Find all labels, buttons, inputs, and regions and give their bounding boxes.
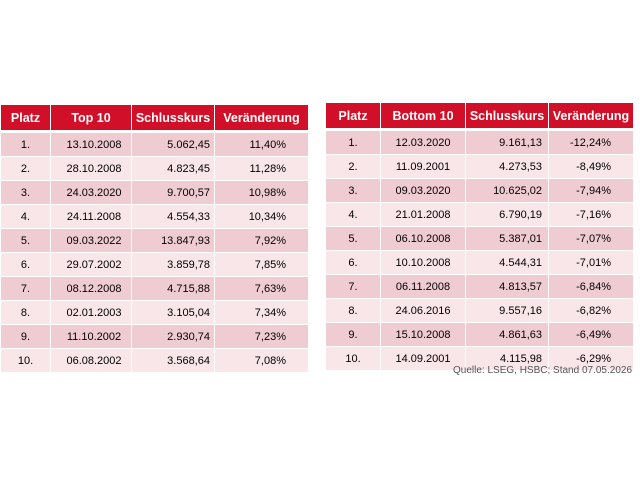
change-cell: -12,24% (549, 131, 633, 155)
date-cell: 08.12.2008 (51, 277, 132, 301)
table-row (1, 205, 308, 229)
top-table-body (1, 133, 308, 373)
rank-cell: 9. (326, 323, 381, 347)
change-cell: 7,92% (215, 229, 308, 253)
closing-price-cell: 2.930,74 (132, 325, 215, 349)
change-cell: -7,01% (549, 251, 633, 275)
closing-price-cell: 5.387,01 (466, 227, 549, 251)
column-header-veraenderung: Veränderung (549, 103, 633, 131)
date-cell: 11.10.2002 (51, 325, 132, 349)
closing-price-cell: 4.861,63 (466, 323, 549, 347)
table-row (1, 133, 308, 157)
date-cell: 14.09.2001 (381, 347, 466, 371)
column-header-platz: Platz (326, 103, 381, 131)
date-cell: 13.10.2008 (51, 133, 132, 157)
change-cell: 7,34% (215, 301, 308, 325)
date-cell: 28.10.2008 (51, 157, 132, 181)
closing-price-cell: 5.062,45 (132, 133, 215, 157)
date-cell: 24.06.2016 (381, 299, 466, 323)
date-cell: 06.08.2002 (51, 349, 132, 373)
table-row (1, 181, 308, 205)
rank-cell: 8. (1, 301, 51, 325)
table-row (326, 323, 633, 347)
rank-cell: 6. (1, 253, 51, 277)
closing-price-cell: 9.161,13 (466, 131, 549, 155)
column-header-veraenderung: Veränderung (215, 105, 308, 133)
rank-cell: 8. (326, 299, 381, 323)
rank-cell: 3. (1, 181, 51, 205)
top-10-table (1, 105, 308, 373)
column-header-top-10: Top 10 (51, 105, 132, 133)
table-row (1, 301, 308, 325)
change-cell: 11,28% (215, 157, 308, 181)
change-cell: -7,16% (549, 203, 633, 227)
bottom-table-body (326, 131, 633, 371)
table-row (326, 179, 633, 203)
closing-price-cell: 4.115,98 (466, 347, 549, 371)
closing-price-cell: 4.823,45 (132, 157, 215, 181)
date-cell: 09.03.2020 (381, 179, 466, 203)
closing-price-cell: 3.105,04 (132, 301, 215, 325)
date-cell: 09.03.2022 (51, 229, 132, 253)
change-cell: -7,94% (549, 179, 633, 203)
table-row (326, 227, 633, 251)
rank-cell: 2. (326, 155, 381, 179)
closing-price-cell: 4.813,57 (466, 275, 549, 299)
date-cell: 02.01.2003 (51, 301, 132, 325)
closing-price-cell: 4.554,33 (132, 205, 215, 229)
change-cell: -8,49% (549, 155, 633, 179)
closing-price-cell: 10.625,02 (466, 179, 549, 203)
bottom-10-table (326, 103, 633, 371)
closing-price-cell: 9.700,57 (132, 181, 215, 205)
date-cell: 12.03.2020 (381, 131, 466, 155)
table-row (326, 155, 633, 179)
change-cell: -6,49% (549, 323, 633, 347)
change-cell: 7,08% (215, 349, 308, 373)
column-header-schlusskurs: Schlusskurs (466, 103, 549, 131)
column-header-bottom-10: Bottom 10 (381, 103, 466, 131)
table-row (1, 253, 308, 277)
change-cell: -7,07% (549, 227, 633, 251)
top-table-header-row (1, 105, 308, 133)
rank-cell: 4. (1, 205, 51, 229)
rank-cell: 10. (326, 347, 381, 371)
rank-cell: 1. (1, 133, 51, 157)
change-cell: 7,85% (215, 253, 308, 277)
date-cell: 24.11.2008 (51, 205, 132, 229)
date-cell: 15.10.2008 (381, 323, 466, 347)
date-cell: 29.07.2002 (51, 253, 132, 277)
rank-cell: 9. (1, 325, 51, 349)
closing-price-cell: 4.544,31 (466, 251, 549, 275)
date-cell: 24.03.2020 (51, 181, 132, 205)
table-row (326, 131, 633, 155)
closing-price-cell: 3.859,78 (132, 253, 215, 277)
table-row (1, 277, 308, 301)
rank-cell: 6. (326, 251, 381, 275)
bottom-table-header-row (326, 103, 633, 131)
rank-cell: 5. (1, 229, 51, 253)
table-row (326, 299, 633, 323)
table-row (1, 157, 308, 181)
source-note: Quelle: LSEG, HSBC; Stand 07.05.2026 (453, 365, 632, 376)
rank-cell: 7. (326, 275, 381, 299)
rank-cell: 4. (326, 203, 381, 227)
closing-price-cell: 9.557,16 (466, 299, 549, 323)
change-cell: -6,84% (549, 275, 633, 299)
date-cell: 06.10.2008 (381, 227, 466, 251)
closing-price-cell: 4.715,88 (132, 277, 215, 301)
table-row (326, 275, 633, 299)
rank-cell: 7. (1, 277, 51, 301)
date-cell: 06.11.2008 (381, 275, 466, 299)
change-cell: -6,29% (549, 347, 633, 371)
table-row (1, 229, 308, 253)
table-row (326, 203, 633, 227)
rank-cell: 5. (326, 227, 381, 251)
table-row (1, 325, 308, 349)
date-cell: 21.01.2008 (381, 203, 466, 227)
rank-cell: 10. (1, 349, 51, 373)
change-cell: 10,34% (215, 205, 308, 229)
date-cell: 10.10.2008 (381, 251, 466, 275)
table-row (1, 349, 308, 373)
change-cell: 7,23% (215, 325, 308, 349)
column-header-platz: Platz (1, 105, 51, 133)
rank-cell: 2. (1, 157, 51, 181)
change-cell: 10,98% (215, 181, 308, 205)
column-header-schlusskurs: Schlusskurs (132, 105, 215, 133)
rank-cell: 1. (326, 131, 381, 155)
closing-price-cell: 3.568,64 (132, 349, 215, 373)
date-cell: 11.09.2001 (381, 155, 466, 179)
rank-cell: 3. (326, 179, 381, 203)
change-cell: 7,63% (215, 277, 308, 301)
closing-price-cell: 13.847,93 (132, 229, 215, 253)
closing-price-cell: 6.790,19 (466, 203, 549, 227)
change-cell: -6,82% (549, 299, 633, 323)
change-cell: 11,40% (215, 133, 308, 157)
closing-price-cell: 4.273,53 (466, 155, 549, 179)
table-row (326, 251, 633, 275)
